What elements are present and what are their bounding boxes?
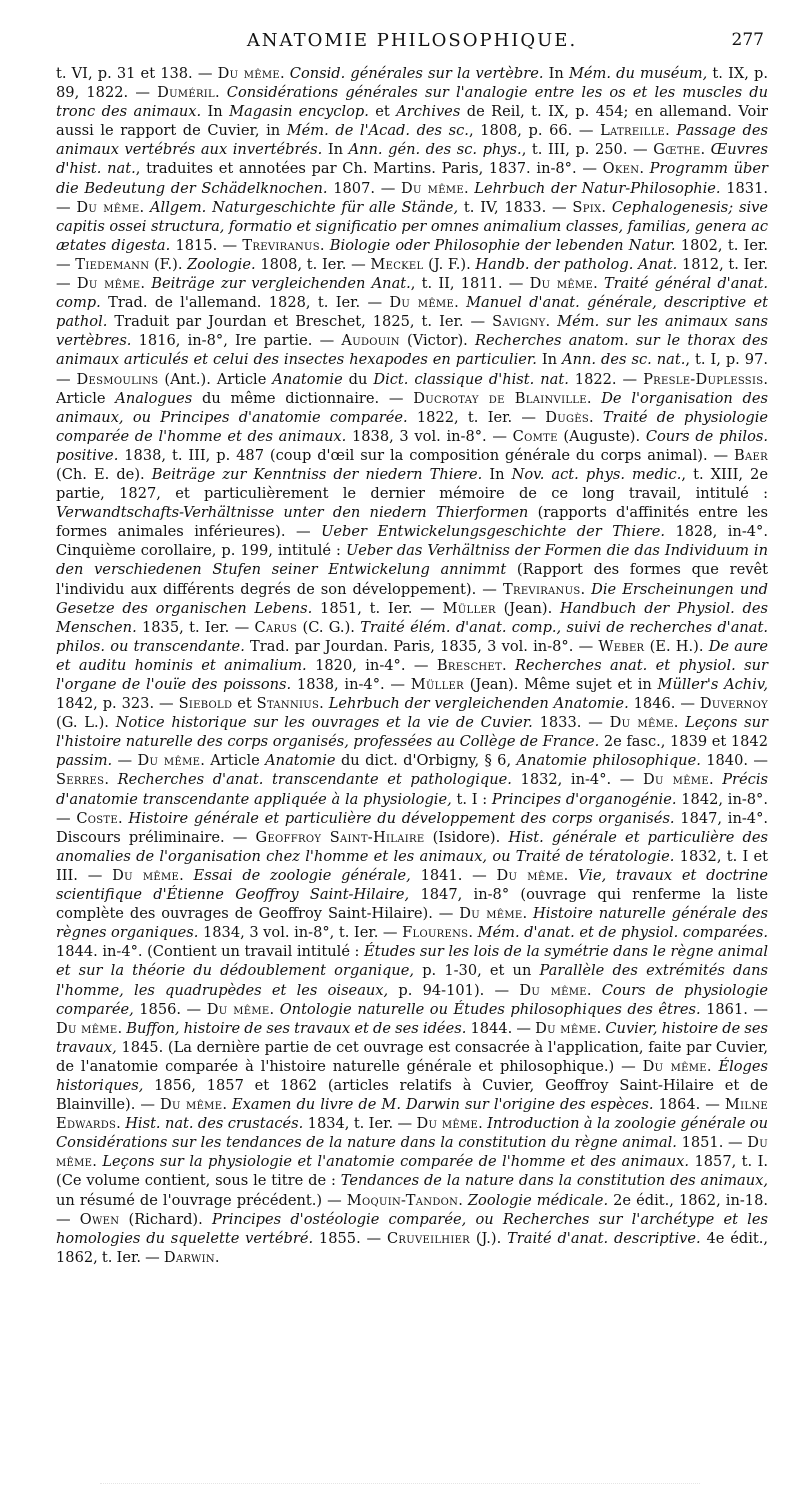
text-run: . (319, 695, 329, 713)
text-run: 1831. — (56, 179, 769, 216)
text-run: (Ant.). Article (158, 370, 273, 388)
page-number: 277 (731, 30, 764, 50)
title-run: Beiträge zur Kenntniss der niedern Thiere. (151, 465, 483, 483)
author-name: Moquin-Tandon (346, 1191, 459, 1209)
text-run: , t. II, 1811. — (410, 275, 530, 293)
title-run: Anatomie (272, 370, 343, 388)
text-run: (C. G.). (297, 618, 361, 636)
author-name: Du même (76, 275, 141, 293)
author-name: Presle-Duplessis (643, 370, 764, 388)
title-run: Recherches d'anat. transcendante et pathologique. (117, 771, 512, 789)
title-run: Mém. d'anat. et de physiol. comparées. (477, 924, 769, 942)
author-name: Comte (512, 427, 558, 445)
text-run: (Auguste). (557, 427, 646, 445)
title-run: Cephalogenesis; sive capitis ossei structura, formatio et significatio per omnes animalium classes, familias, genera ac ætates digesta. (56, 198, 768, 254)
text-run: . Article (200, 752, 266, 770)
text-run: 1834, t. Ier. — (303, 1115, 417, 1133)
title-run: Mém. du muséum, (568, 65, 708, 82)
text-run: du dict. d'Orbigny, § 6, (335, 752, 517, 770)
title-run: Principes d'organogénie. (491, 790, 677, 808)
title-run: De l'organisation des animaux, ou Principes d'anatomie comparée. (56, 389, 769, 426)
text-run: . (586, 389, 602, 407)
title-run: Allgem. Naturgeschichte für alle Stände, (149, 198, 459, 216)
title-run: Verwandtschafts-Verhältnisse unter den niedern Thierformen (56, 504, 529, 522)
author-name: Gœthe (653, 141, 701, 159)
title-run: Ueber Entwickelungsgeschichte der Thiere. (321, 523, 665, 541)
author-name: Oken (602, 160, 640, 178)
title-run: Zoologie. (187, 255, 256, 273)
title-run: Traité élém. d'anat. comp., suivi de recherches d'anat. philos. ou transcendante. (56, 618, 768, 655)
running-header (56, 30, 768, 60)
author-name: Duméril (157, 84, 215, 102)
author-name: Ducrotay de Blainville (413, 389, 587, 407)
author-name: Geoffroy Saint-Hilaire (255, 828, 425, 846)
title-run: Handbuch der Physiol. des Menschen. (56, 599, 769, 636)
author-name: Treviranus (502, 580, 581, 598)
text-run: 1847, in-4°. Discours préliminaire. — (56, 809, 769, 846)
text-run: In (201, 103, 230, 121)
text-run: 1855. — (313, 1229, 387, 1247)
author-name: Du même (206, 1000, 270, 1018)
text-run: . (117, 1019, 127, 1037)
title-run: Histoire générale et particulière du développement des corps organisés. (128, 809, 675, 827)
text-run: 1840. — (700, 752, 768, 770)
author-name: Darwin (163, 1248, 215, 1266)
text-run: (Victor). (399, 332, 475, 350)
text-run: 1820, in-4°. — (306, 656, 437, 674)
title-run: Beiträge zur vergleichenden Anat. (151, 275, 411, 293)
title-run: Cours de philos. positive. (56, 427, 769, 464)
text-run: 1844. in-4°. (Contient un travail intitulé : (56, 943, 364, 961)
text-run: . (458, 1191, 468, 1209)
text-run: Trad. par Jourdan. Paris, 1835, 3 vol. in-8°. — (244, 637, 599, 655)
author-name: Du même (529, 275, 594, 293)
author-name: Du même (496, 866, 564, 884)
text-run: . (673, 714, 686, 732)
text-run: t. VI, p. 31 et 138. — (56, 65, 218, 82)
title-run: Zoologie médicale. (467, 1191, 609, 1209)
author-name: Milne Edwards (56, 1096, 768, 1133)
title-run: Archives (396, 103, 461, 121)
title-run: Mém. de l'Acad. des sc. (286, 122, 469, 140)
author-name: Savigny (492, 313, 546, 331)
text-run: (F.). (149, 255, 188, 273)
author-name: Tiedemann (75, 255, 150, 273)
text-run: 4e édit., 1862, t. Ier. — (56, 1229, 769, 1266)
text-run: 1833. — (532, 714, 610, 732)
text-run: 1816, in-8°, Ire partie. — (131, 332, 342, 350)
text-run: 1851. — (676, 1134, 748, 1152)
title-run: Hist. générale et particulière des anomalies de l'organisation chez l'homme et les animaux, ou Traité de tératologie. (56, 828, 768, 865)
text-run: . (665, 122, 677, 140)
author-name: Du même (535, 1019, 597, 1037)
author-name: Du même (459, 905, 523, 923)
text-run: . (468, 924, 478, 942)
bottom-smudge (100, 1483, 700, 1488)
title-run: Notice historique sur les ouvrages et la vie de Cuvier. (115, 714, 533, 732)
text-run: . Article (56, 370, 768, 407)
bibliography-text (56, 64, 768, 1267)
text-run: . (563, 866, 578, 884)
title-run: Précis d'anatomie transcendante appliquée à la physiologie, (56, 771, 768, 808)
title-run: Biologie oder Philosophie der lebenden Natur. (329, 236, 676, 254)
text-run: In (322, 141, 349, 159)
text-run: 1832, in-4°. — (511, 771, 644, 789)
title-run: Programm über die Bedeutung der Schädelknochen. (56, 160, 769, 197)
text-run: In (536, 351, 563, 369)
text-run: Traduit par Jourdan et Breschet, 1825, t. Ier. — (107, 313, 493, 331)
author-name: Owen (79, 1210, 120, 1228)
title-run: Dict. classique d'hist. nat. (373, 370, 569, 388)
title-run: Die Erscheinungen und Gesetze des organischen Lebens. (56, 580, 768, 617)
text-run: et (232, 695, 257, 713)
text-run: 1828, in-4°. Cinquième corollaire, p. 199, intitulé : (56, 523, 768, 560)
author-name: Du même (642, 1057, 707, 1075)
title-run: Anatomie philosophique. (516, 752, 701, 770)
author-name: Du même (217, 65, 281, 82)
text-run: . (700, 141, 711, 159)
text-run: 1857, t. I. (Ce volume contient, sous le titre de : (56, 1153, 769, 1190)
text-run: 1842, in-8°. — (56, 790, 768, 827)
author-name: Carus (254, 618, 298, 636)
title-run: Parallèle des extrémités dans l'homme, les quadrupèdes et les oiseaux, (56, 962, 768, 999)
title-run: Traité d'anat. descriptive. (507, 1229, 701, 1247)
text-run: du même dictionnaire. — (192, 389, 414, 407)
text-run: 1838, t. III, p. 487 (coup d'œil sur la composition générale du corps animal). — (118, 446, 735, 464)
text-run: du (342, 370, 374, 388)
title-run: Recherches anat. et physiol. sur l'organe de l'ouïe des poissons. (56, 656, 769, 693)
text-run: t. I : (451, 790, 492, 808)
author-name: Desmoulins (76, 370, 159, 388)
author-name: Du même (643, 771, 709, 789)
text-run: . (280, 65, 290, 82)
text-run: 1847, in-8° (ouvrage qui renferme la liste complète des ouvrages de Geoffroy Saint-Hilaire). — (56, 886, 768, 923)
author-name: Baer (734, 446, 768, 464)
text-run: 1835, t. Ier. — (136, 618, 255, 636)
author-name: Du même (609, 714, 674, 732)
text-run: 1842, p. 323. — (56, 695, 179, 713)
author-name: Du même (519, 981, 587, 999)
title-run: Mém. sur les animaux sans vertèbres. (56, 313, 769, 350)
text-run: In (482, 465, 512, 483)
text-run: 1838, in-4°. — (291, 676, 411, 693)
text-run: 1822, t. Ier. — (407, 408, 546, 426)
author-name: Cruveilhier (386, 1229, 471, 1247)
text-run: 1815. — (170, 236, 243, 254)
text-run: . (118, 809, 129, 827)
text-run: 1808, t. Ier. — (255, 255, 371, 273)
text-run: 1834, 3 vol. in-8°, t. Ier. — (198, 924, 403, 942)
author-name: Weber (598, 637, 645, 655)
text-run: (Jean). Même sujet et in (463, 676, 658, 693)
text-run: (Ch. E. de). (56, 465, 152, 483)
text-run: p. 94-101). — (388, 981, 520, 999)
text-run: . (214, 84, 227, 102)
text-run: . (478, 1115, 488, 1133)
title-run: Nov. act. phys. medic. (511, 465, 682, 483)
text-run: . (601, 198, 612, 216)
text-run: . (589, 408, 603, 426)
title-run: Leçons sur la physiologie et l'anatomie comparée de l'homme et des animaux. (102, 1153, 690, 1171)
bibliography-paragraph (56, 64, 768, 1267)
author-name: Breschet (436, 656, 503, 674)
title-run: Ann. des sc. nat. (562, 351, 686, 369)
title-run: Handb. der patholog. Anat. (475, 255, 678, 273)
text-run: 1844. — (466, 1019, 536, 1037)
text-run: (G. L.). (56, 714, 116, 732)
title-run: Manuel d'anat. générale, descriptive et pathol. (56, 294, 768, 331)
author-name: Du même (76, 198, 140, 216)
text-run: 1846. — (628, 695, 700, 713)
text-run: . (319, 236, 330, 254)
text-run: . (454, 294, 467, 312)
author-name: Flourens (402, 924, 469, 942)
author-name: Stannius (256, 695, 320, 713)
text-run: , t. I, p. 97. — (56, 351, 768, 388)
text-run: (Jean). (495, 599, 561, 617)
author-name: Duvernoy (699, 695, 769, 713)
text-run: 1802, t. Ier. — (56, 236, 768, 273)
title-run: passim. (56, 752, 113, 770)
text-run: 1832, t. I et III. — (56, 847, 769, 884)
text-run: . (708, 771, 723, 789)
text-run: de Reil, t. IX, p. 454; en allemand. Voir aussi le rapport de Cuvier, in (56, 103, 768, 140)
title-run: Études sur les lois de la symétrie dans le règne animal et sur la théorie du dédoublement organique, (56, 943, 768, 980)
author-name: Audouin (341, 332, 400, 350)
text-run: p. 1-30, et un (414, 962, 540, 980)
text-run: . (639, 160, 650, 178)
author-name: Serres (56, 771, 105, 789)
title-run: Analogues (115, 389, 193, 407)
title-run: Anatomie (265, 752, 336, 770)
title-run: Tendances de la nature dans la constitution des animaux, (340, 1172, 768, 1190)
title-run: Müller's Achiv, (657, 676, 769, 693)
running-title: ANATOMIE PHILOSOPHIQUE. (246, 30, 578, 51)
text-run: . (502, 656, 516, 674)
text-run: t. IX, p. 89, 1822. — (56, 65, 768, 102)
text-run: (J.). (470, 1229, 508, 1247)
text-run: . (140, 275, 152, 293)
text-run: . (545, 313, 558, 331)
title-run: Cours de physiologie comparée, (56, 981, 768, 1018)
text-run: — (112, 752, 138, 770)
author-name: Latreille (600, 122, 666, 140)
title-run: Ueber das Verhältniss der Formen die das Individuum in den verschiedenen Stufen seiner Entwickelung annimmt (56, 542, 768, 579)
text-run: . (222, 1096, 232, 1114)
title-run: Cuvier, histoire de ses travaux, (56, 1019, 768, 1056)
text-run: 1845. (La dernière partie de cet ouvrage est consacrée à l'application, faite par Cuvier, de l'anatomie comparée à l'histoire naturelle générale et philosophique.) — (56, 1038, 768, 1075)
title-run: Œuvres d'hist. nat. (56, 141, 768, 178)
author-name: Treviranus (242, 236, 320, 254)
text-run: , 1808, p. 66. — (468, 122, 601, 140)
title-run: Hist. nat. des crustacés. (125, 1115, 304, 1133)
text-run: 1861. — (700, 1000, 769, 1018)
text-run: , t. III, p. 250. — (521, 141, 654, 159)
title-run: Ann. gén. des sc. phys. (348, 141, 522, 159)
text-run: 1864. — (653, 1096, 725, 1114)
text-run: 1807. — (327, 179, 401, 197)
title-run: Éloges historiques, (56, 1057, 769, 1094)
title-run: Lehrbuch der vergleichenden Anatomie. (328, 695, 629, 713)
title-run: De aure et auditu hominis et animalium. (56, 637, 768, 674)
text-run: . (593, 275, 604, 293)
text-run: . (116, 1115, 126, 1133)
text-run: , traduites et annotées par Ch. Martins. Paris, 1837. in-8°. — (135, 160, 603, 178)
text-run: Trad. de l'allemand. 1828, t. Ier. — (100, 294, 390, 312)
text-run: 1822. — (568, 370, 644, 388)
author-name: Du même (389, 294, 455, 312)
title-run: Recherches anatom. sur le thorax des animaux articulés et celui des insectes hexapodes en particulier. (56, 332, 768, 369)
text-run: , t. XIII, 2e partie, 1827, et particulièrement le dernier mémoire de ce long travail, intitulé : (56, 465, 768, 503)
title-run: Examen du livre de M. Darwin sur l'origine des espèces. (231, 1096, 654, 1114)
title-run: Buffon, histoire de ses travaux et de ses idées. (126, 1019, 467, 1037)
title-run: Traité de physiologie comparée de l'homme et des animaux. (56, 408, 769, 445)
title-run: Consid. générales sur la vertèbre. (289, 65, 544, 82)
text-run: (rapports d'affinités entre les formes animales inférieures). — (56, 504, 768, 541)
text-run: 2e fasc., 1839 et 1842 (599, 733, 768, 751)
text-run: . (92, 1153, 103, 1171)
text-run: 1856, 1857 et 1862 (articles relatifs à Cuvier, Geoffroy Saint-Hilaire et de Blainville). — (56, 1076, 768, 1114)
text-run: (Isidore). (424, 828, 509, 846)
text-run: 1838, 3 vol. in-8°. — (346, 427, 513, 445)
title-run: Leçons sur l'histoire naturelle des corps organisés, professées au Collège de France. (56, 714, 768, 751)
author-name: Spix (572, 198, 602, 216)
text-run: . (269, 1000, 280, 1018)
text-run: (E. H.). (644, 637, 709, 655)
author-name: Du même (56, 1134, 768, 1171)
author-name: Dugès (545, 408, 589, 426)
text-run: . (522, 905, 534, 923)
text-run: . (580, 580, 592, 598)
text-run: In (543, 65, 569, 82)
text-run: 2e édit., 1862, in-18. — (56, 1191, 768, 1228)
title-run: Passage des animaux vertébrés aux invertébrés. (56, 122, 768, 159)
author-name: Müller (442, 599, 496, 617)
text-run: . (104, 771, 118, 789)
text-run: (J. F.). (423, 255, 476, 273)
title-run: Histoire naturelle générale des règnes organiques. (56, 905, 768, 942)
author-name: Du même (56, 1019, 118, 1037)
text-run: . (586, 981, 602, 999)
text-run: 1851, t. Ier. — (312, 599, 443, 617)
text-run: . (179, 866, 194, 884)
text-run: . (463, 179, 475, 197)
author-name: Du même (416, 1115, 479, 1133)
text-run: 1856. — (133, 1000, 207, 1018)
text-run: . (706, 1057, 719, 1075)
title-run: Vie, travaux et doctrine scientifique d'Étienne Geoffroy Saint-Hilaire, (56, 866, 768, 904)
text-run: (Rapport des formes que revêt l'individu aux différents degrés de son développement). — (56, 561, 768, 598)
author-name: Du même (137, 752, 201, 770)
author-name: Meckel (370, 255, 424, 273)
text-run: et (368, 103, 397, 121)
text-run: . (596, 1019, 606, 1037)
text-run: 1812, t. Ier. — (56, 255, 769, 293)
title-run: Principes d'ostéologie comparée, ou Recherches sur l'archétype et les homologies du squelette vertébré. (56, 1210, 768, 1247)
title-run: Lehrbuch der Natur-Philosophie. (474, 179, 721, 197)
title-run: Essai de zoologie générale, (193, 866, 411, 884)
title-run: Ontologie naturelle ou Études philosophiques des êtres. (279, 1000, 701, 1018)
text-run: . (214, 1248, 220, 1266)
title-run: Magasin encyclop. (229, 103, 369, 121)
text-run: 1841. — (410, 866, 497, 884)
title-run: Introduction à la zoologie générale ou Considérations sur les tendances de la nature dans la constitution du règne animal. (56, 1115, 769, 1152)
text-run: . (139, 198, 150, 216)
title-run: Considérations générales sur l'analogie entre les os et les muscles du tronc des animaux. (56, 84, 769, 121)
author-name: Du même (400, 179, 464, 197)
author-name: Coste (76, 809, 118, 827)
title-run: Traité général d'anat. comp. (56, 275, 769, 312)
author-name: Siebold (178, 695, 233, 713)
text-run: t. IV, 1833. — (458, 198, 573, 216)
author-name: Du même (112, 866, 180, 884)
author-name: Müller (410, 676, 464, 693)
text-run: un résumé de l'ouvrage précédent.) — (56, 1191, 347, 1209)
author-name: Du même (160, 1096, 223, 1114)
text-run: (Richard). (119, 1210, 212, 1228)
